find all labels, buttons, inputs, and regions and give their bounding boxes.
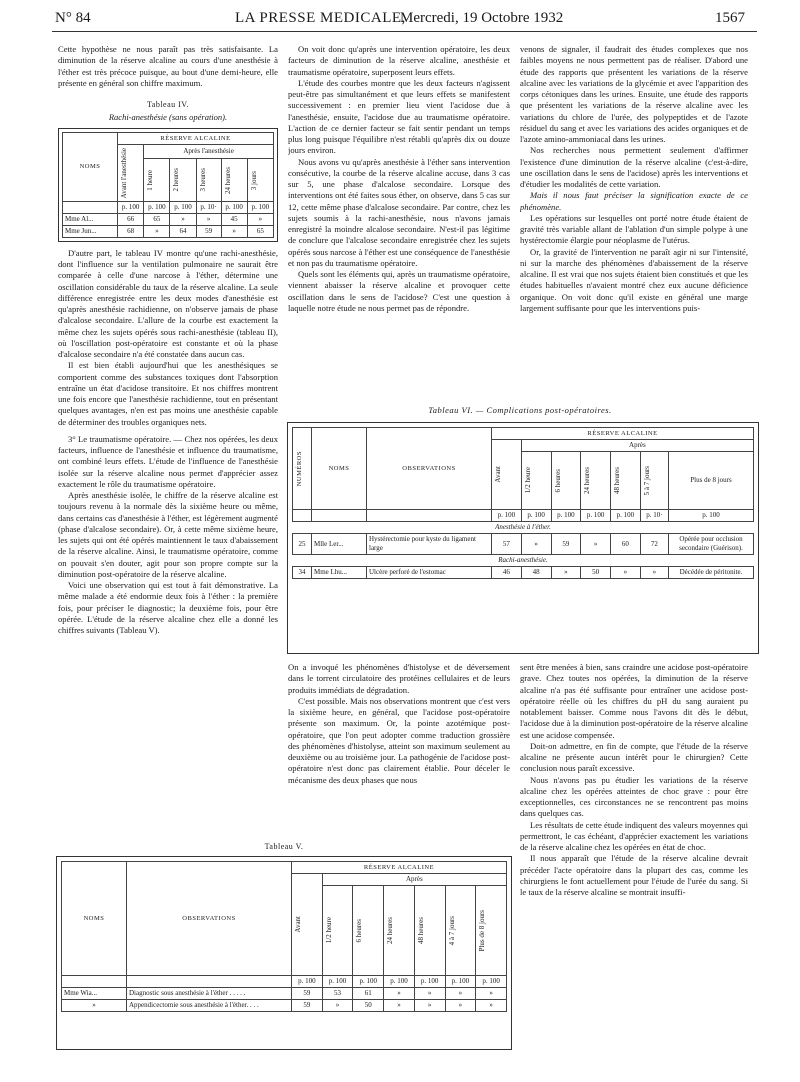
row-name: Mme Al... bbox=[63, 213, 118, 225]
unit-cell: p. 100 bbox=[292, 976, 323, 988]
unit-cell: p. 100 bbox=[322, 976, 353, 988]
row-name: Mlle Ler... bbox=[312, 534, 367, 555]
col-head-apres: Après bbox=[322, 874, 506, 886]
unit-cell: p. 10· bbox=[640, 510, 668, 522]
cell: » bbox=[611, 567, 641, 579]
unit-row bbox=[62, 976, 507, 988]
paragraph: C'est possible. Mais nos observations montrent que c'est vers la sixième heure, en général, que l'acidose post-opératoire présente son maximum. Or, la pointe azotémique post-opératoire, que l'on peut adopter comme traduction grossière des phénomènes d'histolyse, atteint son maximum seulement au deuxième ou au troisième jour. La pathogénie de l'acidose post-opératoire n'est donc pas clairement établie. Pour déceler le mécanisme des deux phases que nous bbox=[288, 695, 510, 785]
table-4-title: Tableau IV. bbox=[146, 100, 190, 109]
paragraph: sent être menées à bien, sans craindre une acidose post-opératoire grave. Chez toutes nos opérées, la diminution de la réserve alcaline n'a pas été suffisante pour entraîner une acidose post-opératoire réelle où les chiffres du pH du sang auraient pu notablement baisser. Comme nous l'avons dit dès le début, l'acidose due à la diminution post-opératoire de la réserve alcaline est une acidose compensée. bbox=[520, 662, 748, 740]
cell: 59 bbox=[292, 1000, 323, 1012]
section-label: Rachi-anesthésie. bbox=[293, 555, 754, 567]
column-3-bottom bbox=[520, 662, 748, 1074]
cell: 61 bbox=[353, 988, 384, 1000]
cell: 68 bbox=[118, 225, 144, 237]
unit-cell: p. 100 bbox=[384, 976, 415, 988]
col-head-noms: NOMS bbox=[312, 428, 367, 510]
table-5-frame bbox=[56, 856, 512, 1050]
cell: 65 bbox=[247, 225, 273, 237]
paragraph: Doit-on admettre, en fin de compte, que l'étude de la réserve alcaline ne présente aucun intérêt pour le chirurgien? Cette conclusion nous paraît excessive. bbox=[520, 740, 748, 774]
cell: » bbox=[384, 988, 415, 1000]
col-head: 3 heures bbox=[198, 168, 207, 192]
paragraph: Nous avons vu qu'après anesthésie à l'éther sans intervention consécutive, la courbe de la réserve alcaline accuse, dans 3 cas sur 5, une phase d'alcalose secondaire. Lorsque des interventions ont été faites sous éther, on observe, dans 5 cas sur 12, cette même phase d'alcalose secondaire. Par contre, chez les sujets soumis à la rachi-anesthésie, nous n'avons jamais enregistré la moindre alcalose secondaire. N'est-il pas légitime de conclure que l'alcalose secondaire enregistrée chez les sujets opérés sous narcose à l'éther est une conséquence de l'anesthésie et non pas du traumatisme opératoire. bbox=[288, 156, 510, 268]
cell: 59 bbox=[551, 534, 581, 555]
table-6-title: Tableau VI. — Complications post-opératoires. bbox=[428, 405, 612, 415]
cell: » bbox=[581, 534, 611, 555]
cell: » bbox=[384, 1000, 415, 1012]
unit-cell: p. 100 bbox=[521, 510, 551, 522]
cell: » bbox=[445, 988, 476, 1000]
cell: » bbox=[414, 1000, 445, 1012]
unit-cell: p. 100 bbox=[247, 201, 273, 213]
unit-cell: p. 100 bbox=[414, 976, 445, 988]
unit-cell: p. 100 bbox=[476, 976, 507, 988]
cell: Décédée de péritonite. bbox=[669, 567, 754, 579]
cell: 59 bbox=[292, 988, 323, 1000]
row-number: 25 bbox=[293, 534, 312, 555]
cell: 72 bbox=[640, 534, 668, 555]
col-head: Plus de 8 jours bbox=[478, 909, 487, 952]
paragraph: 3° Le traumatisme opératoire. — Chez nos opérées, les deux facteurs, influence de l'anesthésie et influence du traumatisme, ont combiné leurs effets. L'étude de l'influence de l'anesthésie isolée sur la réserve alcaline nous permet d'apprécier assez exactement le rôle du traumatisme opératoire. bbox=[58, 433, 278, 489]
table-5 bbox=[61, 861, 507, 1012]
cell: » bbox=[221, 225, 247, 237]
paragraph: Quels sont les éléments qui, après un traumatisme opératoire, viennent abaisser la réserve alcaline et provoquer cette oscillation dans le sens de l'acidose? C'est une question à laquelle notre étude ne nous permet pas de répondre. bbox=[288, 269, 510, 313]
table-6-frame bbox=[287, 422, 759, 654]
row-number: 34 bbox=[293, 567, 312, 579]
col-head: 5 à 7 jours bbox=[642, 465, 651, 496]
paragraph: Cette hypothèse ne nous paraît pas très satisfaisante. La diminution de la réserve alcaline au cours d'une anesthésie à l'éther est très précoce puisque, au bout d'une demi-heure, elle présente en général son chiffre maximum. bbox=[58, 44, 278, 88]
cell: » bbox=[521, 534, 551, 555]
cell: » bbox=[476, 1000, 507, 1012]
col-head-observations: OBSERVATIONS bbox=[367, 428, 492, 510]
unit-cell: p. 100 bbox=[611, 510, 641, 522]
cell: Opérée pour occlusion secondaire (Guérison). bbox=[669, 534, 754, 555]
unit-cell: p. 100 bbox=[551, 510, 581, 522]
cell: » bbox=[476, 988, 507, 1000]
table-5-title: Tableau V. bbox=[264, 842, 304, 851]
row-observation: Ulcère perforé de l'estomac bbox=[367, 567, 492, 579]
paragraph: Nos recherches nous permettent seulement d'affirmer l'existence d'une diminution de la réserve alcaline (c'est-à-dire, une oscillation dans le sens de l'acidose) après les interventions et d'étudier les modalités de cette variation. bbox=[520, 145, 748, 189]
paragraph: On a invoqué les phénomènes d'histolyse et de déversement dans le torrent circulatoire des protéines cellulaires et de leurs produits immédiats de dégradation. bbox=[288, 662, 510, 695]
cell: » bbox=[640, 567, 668, 579]
table-6 bbox=[292, 427, 754, 579]
col-head: 6 heures bbox=[553, 468, 562, 493]
issue-number: N° 84 bbox=[55, 10, 91, 26]
col-head: 1/2 heure bbox=[523, 467, 532, 494]
unit-cell: p. 10· bbox=[196, 201, 221, 213]
col-head: 24 heures bbox=[386, 916, 395, 945]
row-observation: Diagnostic sous anesthésie à l'éther . . . . . bbox=[127, 988, 292, 1000]
paragraph: L'étude des courbes montre que les deux facteurs n'agissent peut-être pas simultanément et que leurs effets se manifestent successivement : en premier lieu vient l'acidose due à l'anesthésie, ensuite, l'acidose due au traumatisme opératoire. L'action de ce dernier facteur se fait sentir pendant un temps plus long puisque l'équilibre n'est rétabli qu'après dix ou douze jours environ. bbox=[288, 77, 510, 156]
col-head-avant: Avant bbox=[294, 916, 302, 933]
col-head-reserve: RÉSERVE ALCALINE bbox=[292, 862, 507, 874]
row-name: Mme Wia... bbox=[62, 988, 127, 1000]
paragraph: On voit donc qu'après une intervention opératoire, les deux facteurs de diminution de la réserve alcaline, anesthésie et traumatisme opératoire, superposent leurs effets. bbox=[288, 44, 510, 77]
row-observation: Appendicectomie sous anesthésie à l'éther. . . . bbox=[127, 1000, 292, 1012]
cell: 64 bbox=[170, 225, 196, 237]
col-head-avant: Avant bbox=[494, 466, 502, 483]
paragraph: Les résultats de cette étude indiquent des valeurs moyennes qui permettront, le cas échéant, d'apprécier exactement les variations de la réserve alcaline chez les opérées en état de choc. bbox=[520, 819, 748, 852]
cell: » bbox=[322, 1000, 353, 1012]
paragraph: Les opérations sur lesquelles ont porté notre étude étaient de gravité très variable allant de l'ablation d'un simple polype à une hystérectomie élargie pour néoplasme de l'utérus. bbox=[520, 212, 748, 246]
col-head: 24 heures bbox=[583, 466, 592, 495]
journal-title: LA PRESSE MEDICALE, bbox=[235, 10, 406, 26]
paragraph: D'autre part, le tableau IV montre qu'une rachi-anesthésie, dont l'influence sur la ventilation pulmonaire ne saurait être comparée à celle d'une narcose à l'éther, détermine une oscillation considérable du taux de la réserve alcaline. La seule différence enregistrée entre les deux modes d'anesthésie est qu'après anesthésie rachidienne, on n'observe jamais de phase d'alcalose secondaire. L'allure de la courbe est exactement la même chez les sujets opérés sous rachi-anesthésie (tableau II), où l'oscillation post-opératoire est constante et où la phase d'alcalose secondaire n'a été constatée dans aucun cas. bbox=[58, 247, 278, 360]
cell: 57 bbox=[492, 534, 522, 555]
cell: 50 bbox=[353, 1000, 384, 1012]
cell: 65 bbox=[144, 213, 170, 225]
cell: » bbox=[144, 225, 170, 237]
cell: » bbox=[445, 1000, 476, 1012]
issue-date: Mercredi, 19 Octobre 1932 bbox=[400, 10, 564, 26]
cell: » bbox=[170, 213, 196, 225]
cell: 48 bbox=[521, 567, 551, 579]
cell: » bbox=[414, 988, 445, 1000]
cell: » bbox=[551, 567, 581, 579]
col-head-noms: NOMS bbox=[63, 132, 118, 201]
row-name: Mme Lhu... bbox=[312, 567, 367, 579]
paragraph: venons de signaler, il faudrait des études complexes que nos faibles moyens ne nous permettent pas de réaliser. D'abord une étude des rapports que présentent les variations de la réserve alcaline avec les variations de la glycémie et avec l'apparition des corps cétoniques dans les urines. Ensuite, une étude des rapports que présentent les variations de la réserve alcaline avec les variations du chlore de l'urée, des polypeptides et de l'azote résiduel du sang et avec les variations des acides organiques et de l'azote amino-ammoniacal dans les urines. bbox=[520, 44, 748, 144]
col-head: 4 à 7 jours bbox=[447, 915, 456, 946]
unit-cell: p. 100 bbox=[144, 201, 170, 213]
column-3-top bbox=[520, 44, 748, 374]
cell: 50 bbox=[581, 567, 611, 579]
table-row bbox=[62, 1000, 507, 1012]
col-head-avant: Avant l'anesthésie bbox=[120, 147, 128, 198]
cell: 45 bbox=[221, 213, 247, 225]
unit-cell: p. 100 bbox=[445, 976, 476, 988]
table-4-subtitle: Rachi-anesthésie (sans opération). bbox=[108, 112, 228, 123]
cell: » bbox=[196, 213, 221, 225]
unit-cell: p. 100 bbox=[221, 201, 247, 213]
paragraph: Après anesthésie isolée, le chiffre de la réserve alcaline est toujours revenu à la normale dès la sixième heure ou même, dans certains cas d'anesthésie à l'éther, est légèrement augmenté (phase d'alcalose secondaire). Or, à cette même sixième heure, les sujets qui ont été opérés maintiennent le taux d'abaissement de la réserve alcaline. Ainsi, le traumatisme opératoire, comme on pouvait s'en douter, agit pour son propre compte sur la diminution post-opératoire de la réserve alcaline. bbox=[58, 490, 278, 579]
unit-cell: p. 100 bbox=[669, 510, 754, 522]
unit-row bbox=[293, 510, 754, 522]
table-4-frame bbox=[58, 128, 278, 242]
page-number: 1567 bbox=[715, 10, 745, 26]
table-row bbox=[293, 567, 754, 579]
section-label: Anesthésie à l'éther. bbox=[293, 522, 754, 534]
col-head: 1/2 heure bbox=[324, 917, 333, 944]
col-head-reserve: RÉSERVE ALCALINE bbox=[118, 132, 274, 144]
cell: » bbox=[247, 213, 273, 225]
column-2-bottom bbox=[288, 662, 510, 812]
column-2-top bbox=[288, 44, 510, 374]
unit-cell: p. 100 bbox=[492, 510, 522, 522]
row-name: Mme Jun... bbox=[63, 225, 118, 237]
row-name: » bbox=[62, 1000, 127, 1012]
row-observation: Hystérectomie pour kyste du ligament large bbox=[367, 534, 492, 555]
paragraph: Or, la gravité de l'intervention ne paraît agir ni sur l'intensité, ni sur la marche des phénomènes d'abaissement de la réserve alcaline. Il est vrai que nos sujets étaient bien constitués et que les études habituelles n'avaient montré chez eux aucune déficience organique. On voit donc qu'il existe en général une marge largement suffisante pour que les interventions puis- bbox=[520, 246, 748, 313]
cell: 60 bbox=[611, 534, 641, 555]
table-row bbox=[63, 213, 274, 225]
col-head-apres: Après l'anesthésie bbox=[144, 144, 274, 159]
cell: 53 bbox=[322, 988, 353, 1000]
col-head-reserve: RÉSERVE ALCALINE bbox=[492, 428, 754, 440]
col-head: 2 heures bbox=[172, 168, 181, 192]
table-4 bbox=[62, 132, 274, 238]
table-row bbox=[293, 534, 754, 555]
table-row bbox=[63, 225, 274, 237]
column-1 bbox=[58, 44, 278, 784]
col-head-observations: OBSERVATIONS bbox=[127, 862, 292, 976]
paragraph: Nous n'avons pas pu étudier les variations de la réserve alcaline chez les opérées atteintes de choc grave : pour être exceptionnelles, ces circonstances ne se rencontrent pas moins dans quelques cas. bbox=[520, 774, 748, 819]
cell: 59 bbox=[196, 225, 221, 237]
unit-cell: p. 100 bbox=[353, 976, 384, 988]
paragraph: Mais il nous faut préciser la signification exacte de ce phénomène. bbox=[520, 190, 748, 212]
col-head: 1 heure bbox=[146, 169, 155, 191]
unit-cell: p. 100 bbox=[581, 510, 611, 522]
table-row bbox=[62, 988, 507, 1000]
col-head-apres: Après bbox=[521, 440, 753, 452]
col-head: 24 heures bbox=[223, 166, 232, 194]
col-head: 6 heures bbox=[355, 918, 364, 943]
paragraph: Il nous apparaît que l'étude de la réserve alcaline devrait précéder l'acte opératoire dans la plupart des cas, comme les chirurgiens le font actuellement pour l'étude de l'urée du sang. Si le taux de la réserve alcaline se montrait insuffi- bbox=[520, 853, 748, 897]
col-head-noms: NOMS bbox=[62, 862, 127, 976]
unit-row bbox=[63, 201, 274, 213]
paragraph: Voici une observation qui est tout à fait démonstrative. La même malade a été endormie deux fois à l'éther : la première fois, pour préciser le diagnostic; la deuxième fois, pour être opérée. L'étude de la réserve alcaline chez elle a donné les chiffres suivants (Tableau V). bbox=[58, 580, 278, 636]
col-head: 48 heures bbox=[416, 916, 425, 945]
col-head-plus: Plus de 8 jours bbox=[669, 452, 754, 510]
paragraph: Il est bien établi aujourd'hui que les anesthésiques se comportent comme des substances toxiques dont l'absorption entraîne un état d'acidose transitoire. Et nos chiffres montrent une fois encore que l'anesthésie rachidienne, tout en présentant quelques avantages, n'en est pas moins une anesthésie capable de déterminer des troubles organiques nets. bbox=[58, 360, 278, 427]
col-head: 3 jours bbox=[249, 170, 258, 190]
cell: 46 bbox=[492, 567, 522, 579]
header-rule bbox=[52, 31, 757, 32]
cell: 66 bbox=[118, 213, 144, 225]
unit-cell: p. 100 bbox=[170, 201, 196, 213]
col-head: 48 heures bbox=[613, 466, 621, 495]
col-head-numeros: NUMÉROS bbox=[296, 450, 303, 487]
unit-cell: p. 100 bbox=[118, 201, 144, 213]
